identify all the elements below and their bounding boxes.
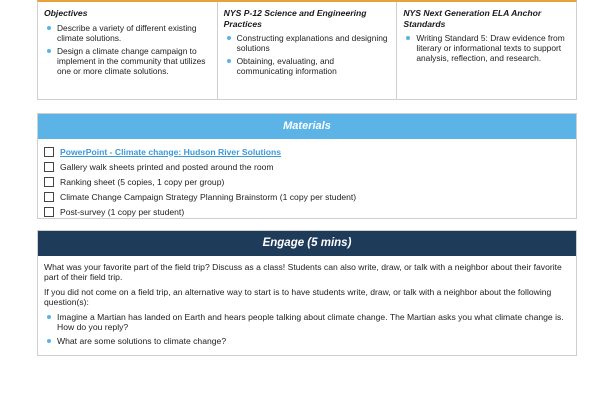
list-item: Obtaining, evaluating, and communicating information [224,56,391,76]
bullet-icon [47,339,51,343]
materials-item-label: Climate Change Campaign Strategy Planning Brainstorm (1 copy per student) [60,191,357,202]
powerpoint-link[interactable]: PowerPoint - Climate change: Hudson River Solutions [60,146,282,157]
list-item: Writing Standard 5: Draw evidence from literary or informational texts to support analysis, reflection, and research. [403,33,570,63]
checkbox[interactable] [44,192,54,202]
list-item: Design a climate change campaign to implement in the community that utilizes one or more climate solutions. [44,46,211,76]
bullet-icon [227,36,231,40]
materials-section [37,113,577,219]
materials-title: Materials [38,114,576,139]
materials-item-label: Gallery walk sheets printed and posted around the room [60,161,274,172]
engage-paragraph: If you did not come on a field trip, an alternative way to start is to have students write, draw, or talk with a neighbor about the following question(s): [44,287,552,307]
bullet-icon [47,26,51,30]
bullet-icon [47,49,51,53]
checkbox[interactable] [44,162,54,172]
column-heading: Objectives [44,8,88,18]
list-item: Imagine a Martian has landed on Earth and hears people talking about climate change. The Martian asks you what climate change is. How do you reply? [44,312,570,332]
materials-item [44,204,576,219]
materials-list [38,139,576,219]
materials-item [44,159,576,174]
materials-item [44,189,576,204]
bullet-icon [227,59,231,63]
checkbox[interactable] [44,177,54,187]
bullet-icon [406,36,410,40]
engage-title: Engage (5 mins) [38,231,576,256]
engage-section [37,230,577,356]
engage-body [38,256,576,346]
materials-item [44,144,576,159]
list-item: Constructing explanations and designing solutions [224,33,391,53]
list-item: What are some solutions to climate change? [44,336,570,346]
column-heading: NYS Next Generation ELA Anchor Standards [403,8,542,29]
bullet-icon [47,315,51,319]
standards-table [37,0,577,100]
list-item: Describe a variety of different existing climate solutions. [44,23,211,43]
checkbox[interactable] [44,147,54,157]
column-heading: NYS P-12 Science and Engineering Practices [223,8,367,29]
materials-item-label: Post-survey (1 copy per student) [60,206,185,217]
checkbox[interactable] [44,207,54,217]
ela-standards-column [396,2,576,99]
objectives-column [38,2,217,99]
engage-paragraph: What was your favorite part of the field trip? Discuss as a class! Students can also write, draw, or talk with a neighbor about their favorite part of their field trip. [44,262,562,282]
materials-item [44,174,576,189]
science-practices-column [217,2,397,99]
materials-item-label: Ranking sheet (5 copies, 1 copy per group) [60,176,225,187]
